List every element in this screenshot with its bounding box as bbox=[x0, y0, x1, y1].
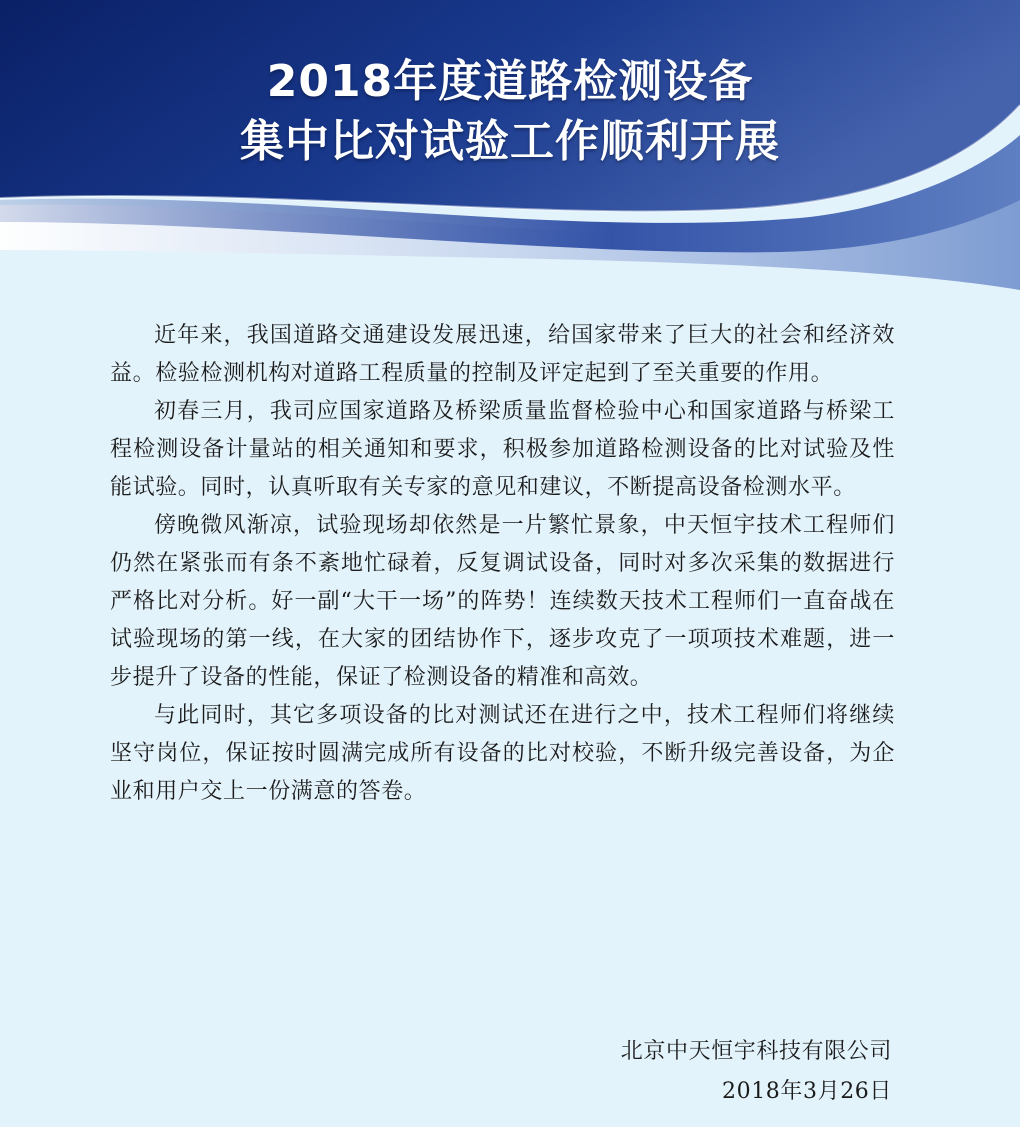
page-title-line-2: 集中比对试验工作顺利开展 bbox=[240, 116, 780, 167]
page-title-line-1: 2018年度道路检测设备 bbox=[266, 56, 754, 107]
article-body bbox=[110, 317, 895, 811]
article-paragraph: 与此同时，其它多项设备的比对测试还在进行之中，技术工程师们将继续坚守岗位，保证按时圆满完成所有设备的比对校验，不断升级完善设备，为企业和用户交上一份满意的答卷。 bbox=[110, 703, 895, 804]
signature-block bbox=[621, 1032, 892, 1112]
signature-date: 2018年3月26日 bbox=[722, 1079, 892, 1104]
article-paragraph: 近年来，我国道路交通建设发展迅速，给国家带来了巨大的社会和经济效益。检验检测机构对道路工程质量的控制及评定起到了至关重要的作用。 bbox=[110, 323, 895, 386]
signature-company: 北京中天恒宇科技有限公司 bbox=[620, 1039, 892, 1064]
article-paragraph: 初春三月，我司应国家道路及桥梁质量监督检验中心和国家道路与桥梁工程检测设备计量站的相关通知和要求，积极参加道路检测设备的比对试验及性能试验。同时，认真听取有关专家的意见和建议，不断提高设备检测水平。 bbox=[110, 399, 895, 500]
article-paragraph: 傍晚微风渐凉，试验现场却依然是一片繁忙景象，中天恒宇技术工程师们仍然在紧张而有条不紊地忙碌着，反复调试设备，同时对多次采集的数据进行严格比对分析。好一副“大干一场”的阵势！连续数天技术工程师们一直奋战在试验现场的第一线，在大家的团结协作下，逐步攻克了一项项技术难题，进一步提升了设备的性能，保证了检测设备的精准和高效。 bbox=[110, 513, 895, 690]
